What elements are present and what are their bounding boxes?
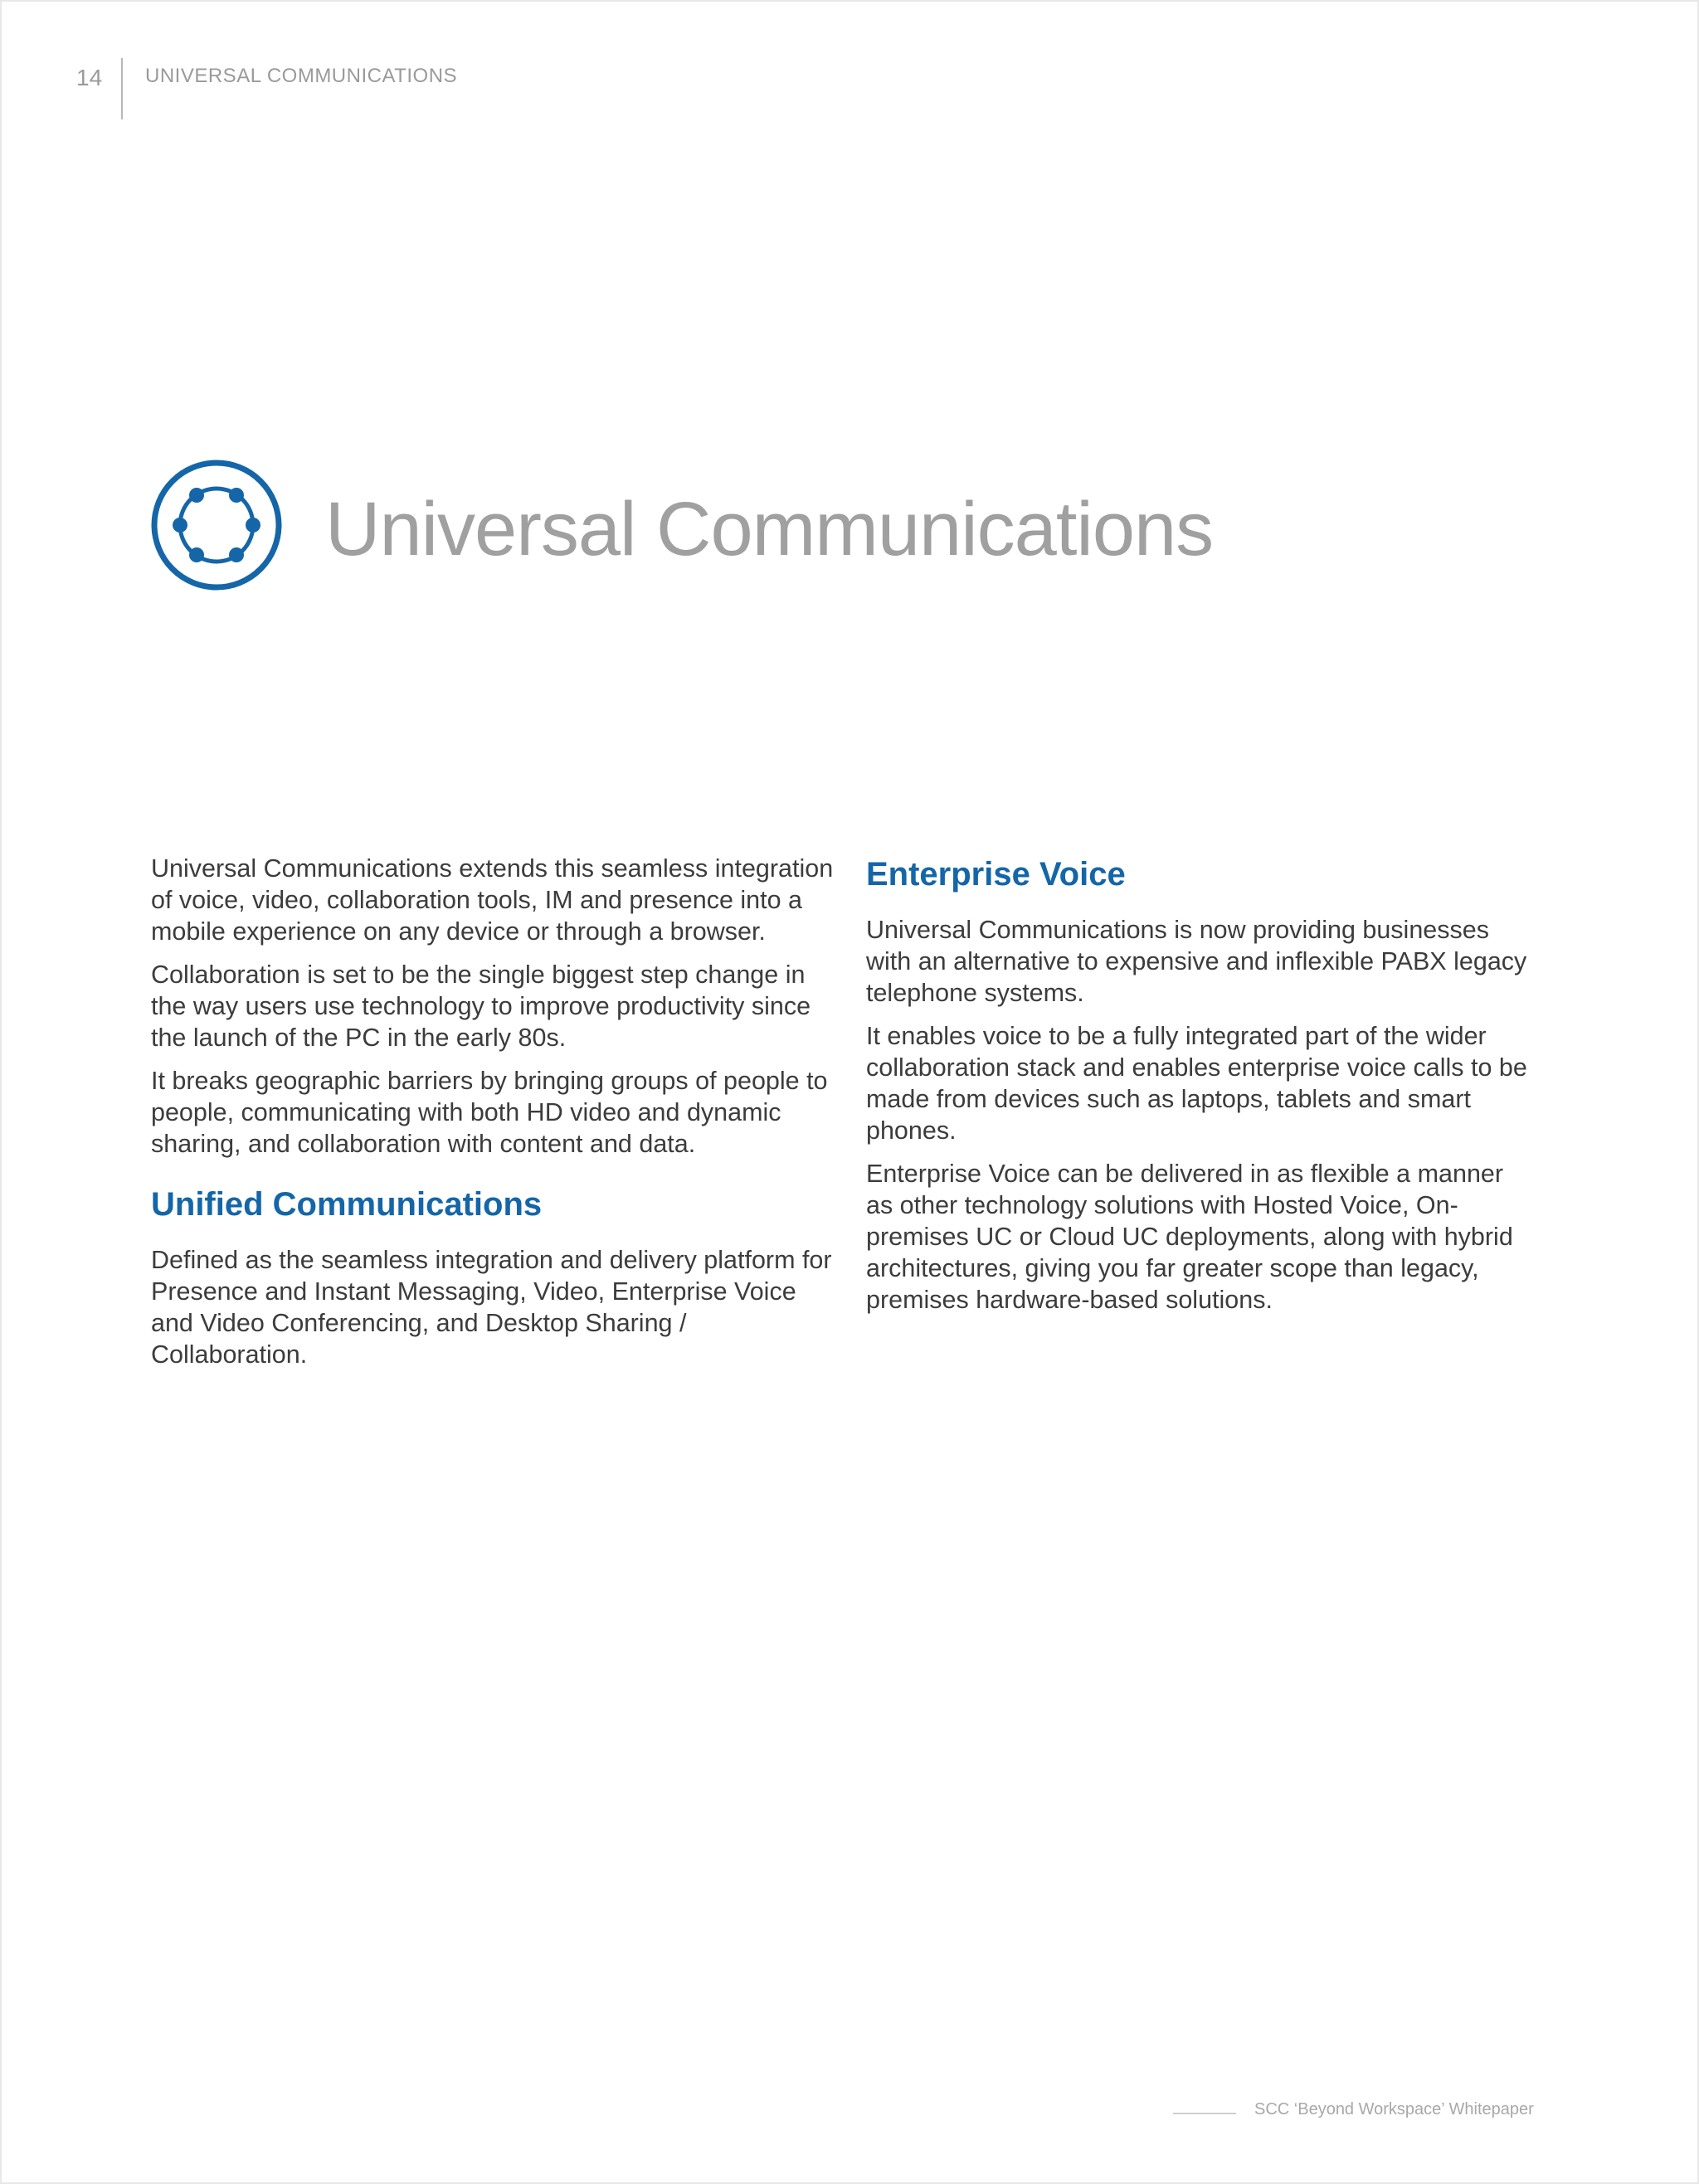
paragraph: Enterprise Voice can be delivered in as flexible a manner as other technology solutions with Hosted Voice, On-premises UC or Cloud UC deployments, along with hybrid architectures, giving you far greater scope than legacy, premises hardware-based solutions. xyxy=(866,1160,1513,1314)
running-header: UNIVERSAL COMMUNICATIONS xyxy=(145,65,458,87)
paragraph: Universal Communications is now providing businesses with an alternative to expensive and inflexible PABX legacy telephone systems. xyxy=(866,916,1527,1007)
left-column xyxy=(151,853,840,1382)
header-divider xyxy=(121,58,123,119)
paragraph: It breaks geographic barriers by bringing groups of people to people, communicating with both HD video and dynamic sharing, and collaboration with content and data. xyxy=(151,1067,828,1158)
paragraph: Universal Communications extends this seamless integration of voice, video, collaboration tools, IM and presence into a mobile experience on any device or through a browser. xyxy=(151,854,834,946)
paragraph: Collaboration is set to be the single biggest step change in the way users use technology to improve productivity since the launch of the PC in the early 80s. xyxy=(151,961,811,1052)
footer-text: SCC ‘Beyond Workspace’ Whitepaper xyxy=(1254,2100,1534,2118)
paragraph: Defined as the seamless integration and delivery platform for Presence and Instant Messaging, Video, Enterprise Voice and Video Conferencing, and Desktop Sharing / Collaboration. xyxy=(151,1246,832,1369)
footer-rule xyxy=(1173,2113,1236,2114)
subheading-enterprise-voice: Enterprise Voice xyxy=(866,856,1126,893)
right-column xyxy=(866,854,1530,1327)
network-ring-icon xyxy=(149,458,284,592)
section-title: Universal Communications xyxy=(325,487,1214,572)
page-number: 14 xyxy=(76,65,103,90)
paragraph: It enables voice to be a fully integrated part of the wider collaboration stack and enables enterprise voice calls to be made from devices such as laptops, tablets and smart phones. xyxy=(866,1022,1527,1145)
subheading-unified-communications: Unified Communications xyxy=(151,1186,543,1223)
